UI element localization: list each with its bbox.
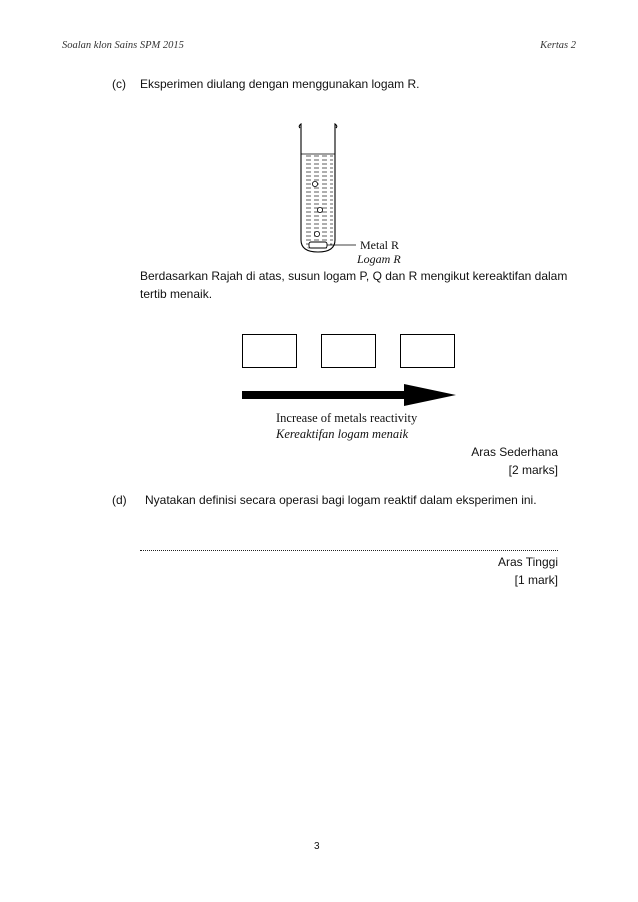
question-d-level: Aras Tinggi [497, 555, 558, 569]
answer-box-3[interactable] [400, 334, 455, 368]
question-c-marks: [2 marks] [508, 463, 558, 477]
metal-r-piece [309, 242, 327, 248]
liquid [303, 154, 333, 254]
question-d-label: (d) [112, 493, 127, 507]
metal-label-en: Metal R [360, 238, 399, 252]
reactivity-arrow [240, 384, 460, 406]
question-c-level: Aras Sederhana [471, 445, 558, 459]
bubble [312, 181, 317, 186]
page-number: 3 [314, 841, 320, 852]
header-title: Soalan klon Sains SPM 2015 [62, 40, 184, 51]
answer-box-2[interactable] [321, 334, 376, 368]
question-c-label: (c) [112, 77, 126, 91]
answer-box-1[interactable] [242, 334, 297, 368]
bubble [317, 207, 322, 212]
header-paper: Kertas 2 [540, 40, 576, 51]
question-d-marks: [1 mark] [514, 573, 558, 587]
question-d-text: Nyatakan definisi secara operasi bagi logam reaktif dalam eksperimen ini. [145, 493, 537, 507]
answer-line[interactable] [140, 544, 558, 551]
instruction-line-1: Berdasarkan Rajah di atas, susun logam P, Q dan R mengikut kereaktifan dalam [140, 269, 568, 283]
metal-label-ms: Logam R [357, 252, 401, 266]
question-c-text: Eksperimen diulang dengan menggunakan logam R. [140, 77, 420, 91]
bubble [314, 231, 319, 236]
instruction-line-2: tertib menaik. [140, 287, 213, 301]
arrow-caption-en: Increase of metals reactivity [276, 411, 418, 425]
arrow-caption-ms: Kereaktifan logam menaik [276, 427, 409, 441]
